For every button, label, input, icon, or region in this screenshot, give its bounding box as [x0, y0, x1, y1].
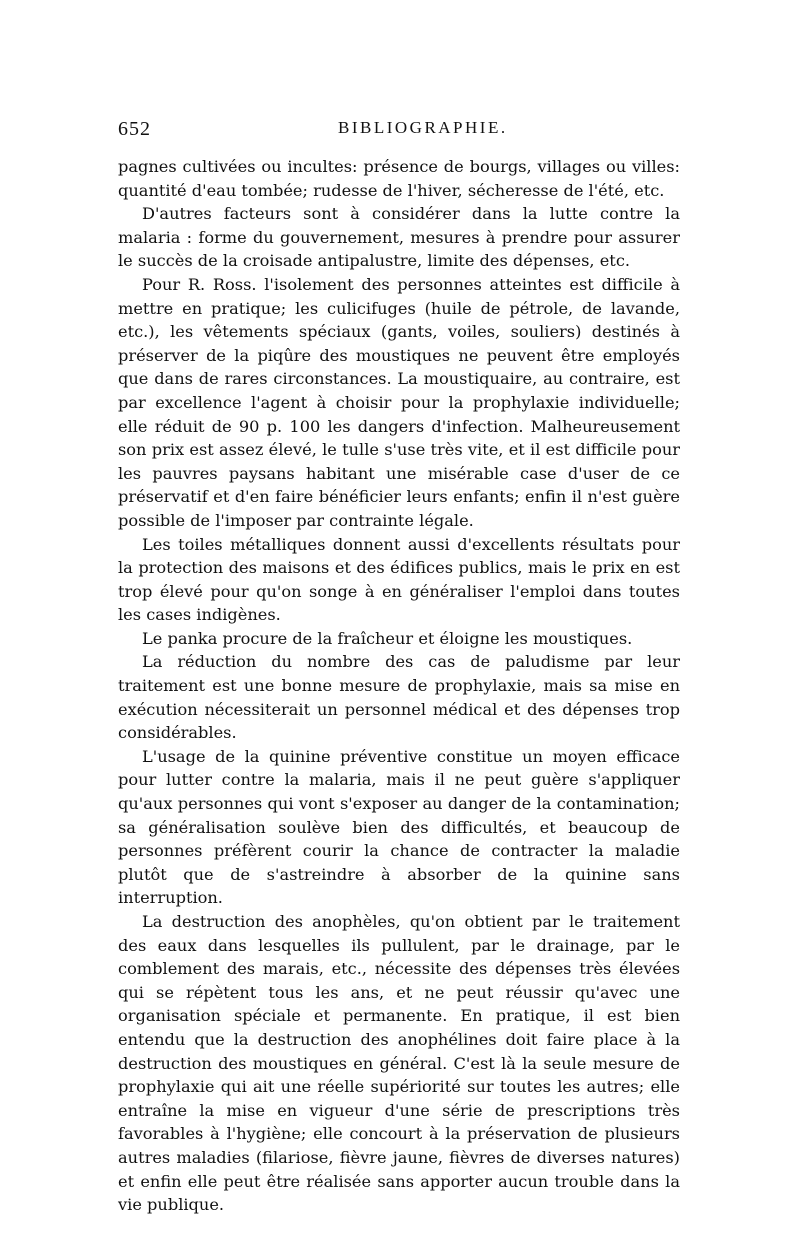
body-text: [118, 155, 680, 1217]
paragraph: La destruction des anophèles, qu'on obtient par le traitement des eaux dans lesquelles ils pullulent, par le drainage, par le comblement des marais, etc., nécessite des dépenses très élevées qui se répètent tous les ans, et ne peut réussir qu'avec une organisation spéciale et permanente. En pratique, il est bien entendu que la destruction des anophélines doit faire place à la destruction des moustiques en général. C'est là la seule mesure de prophylaxie qui ait une réelle supériorité sur toutes les autres; elle entraîne la mise en vigueur d'une série de prescriptions très favorables à l'hygiène; elle concourt à la préservation de plusieurs autres maladies (filariose, fièvre jaune, fièvres de diverses natures) et enfin elle peut être réalisée sans apporter aucun trouble dans la vie publique.: [118, 912, 680, 1215]
paragraph: Pour R. Ross. l'isolement des personnes atteintes est difficile à mettre en pratique; les culicifuges (huile de pétrole, de lavande, etc.), les vêtements spéciaux (gants, voiles, souliers) destinés à préserver de la piqûre des moustiques ne peuvent être employés que dans de rares circonstances. La moustiquaire, au contraire, est par excellence l'agent à choisir pour la prophylaxie individuelle; elle réduit de 90 p. 100 les dangers d'infection. Malheureusement son prix est assez élevé, le tulle s'use très vite, et il est difficile pour les pauvres paysans habitant une misérable case d'user de ce préservatif et d'en faire bénéficier leurs enfants; enfin il n'est guère possible de l'imposer par contrainte légale.: [118, 274, 680, 530]
paragraph-continuation: pagnes cultivées ou incultes: présence de bourgs, villages ou villes: quantité d'eau tombée; rudesse de l'hiver, sécheresse de l'été, etc.: [118, 157, 680, 200]
running-head: [118, 118, 680, 146]
paragraph: D'autres facteurs sont à considérer dans la lutte contre la malaria : forme du gouvernement, mesures à prendre pour assurer le succès de la croisade antipalustre, limite des dépenses, etc.: [118, 204, 680, 271]
paragraph: Les toiles métalliques donnent aussi d'excellents résultats pour la protection des maisons et des édifices publics, mais le prix en est trop élevé pour qu'on songe à en généraliser l'emploi dans toutes les cases indigènes.: [118, 534, 680, 625]
paragraph: L'usage de la quinine préventive constitue un moyen efficace pour lutter contre la malaria, mais il ne peut guère s'appliquer qu'aux personnes qui vont s'exposer au danger de la contamination; sa généralisation soulève bien des difficultés, et beaucoup de personnes préfèrent courir la chance de contracter la maladie plutôt que de s'astreindre à absorber de la quinine sans interruption.: [118, 746, 680, 908]
paragraph: La réduction du nombre des cas de paludisme par leur traitement est une bonne mesure de prophylaxie, mais sa mise en exécution nécessiterait un personnel médical et des dépenses trop considérables.: [118, 652, 680, 743]
page-number: 652: [118, 118, 151, 140]
running-title: BIBLIOGRAPHIE.: [338, 118, 508, 137]
paragraph: Le panka procure de la fraîcheur et éloigne les moustiques.: [142, 628, 633, 648]
